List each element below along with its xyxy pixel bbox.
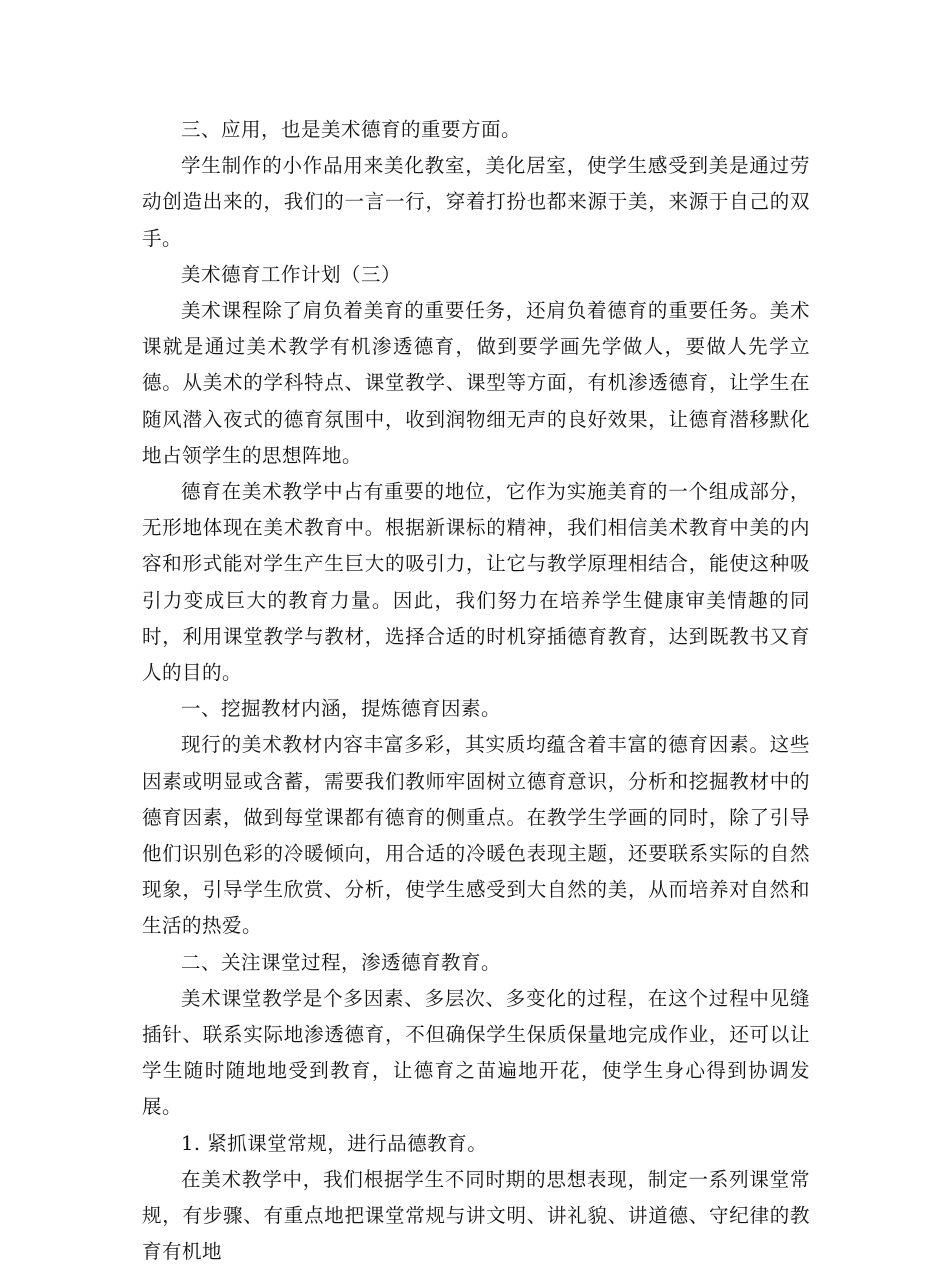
paragraph-application-heading: 三、应用，也是美术德育的重要方面。: [181, 118, 522, 141]
subheading-numbered: 1. 紧抓课堂常规，进行品德教育。: [181, 1131, 488, 1155]
document-body: [142, 112, 810, 1271]
subheading-two: 二、关注课堂过程，渗透德育教育。: [181, 950, 502, 974]
paragraph: 美术课程除了肩负着美育的重要任务，还肩负着德育的重要任务。美术课就是通过美术教学有机渗透德育，做到要学画先学做人，要做人先学立德。从美术的学科特点、课堂教学、课型等方面，有机渗透德育，让学生在随风潜入夜式的德育氛围中，收到润物细无声的良好效果，让德育潜移默化地占领学生的思想阵地。: [142, 299, 810, 467]
subheading-one: 一、挖掘教材内涵，提炼德育因素。: [181, 697, 502, 721]
paragraph: 德育在美术教学中占有重要的地位，它作为实施美育的一个组成部分，无形地体现在美术教育中。根据新课标的精神，我们相信美术教育中美的内容和形式能对学生产生巨大的吸引力，让它与教学原理相结合，能使这种吸引力变成巨大的教育力量。因此，我们努力在培养学生健康审美情趣的同时，利用课堂教学与教材，选择合适的时机穿插德育教育，达到既教书又育人的目的。: [142, 480, 810, 685]
paragraph: 美术课堂教学是个多因素、多层次、多变化的过程，在这个过程中见缝插针、联系实际地渗透德育，不但确保学生保质保量地完成作业，还可以让学生随时随地地受到教育，让德育之苗遍地开花，使学生身心得到协调发展。: [142, 986, 810, 1119]
section-title: 美术德育工作计划（三）: [181, 262, 402, 286]
paragraph: 在美术教学中，我们根据学生不同时期的思想表现，制定一系列课堂常规，有步骤、有重点地把课堂常规与讲文明、讲礼貌、讲道德、守纪律的教育有机地: [142, 1167, 810, 1264]
paragraph: 学生制作的小作品用来美化教室，美化居室，使学生感受到美是通过劳动创造出来的，我们的一言一行，穿着打扮也都来源于美，来源于自己的双手。: [142, 154, 810, 250]
paragraph: 现行的美术教材内容丰富多彩，其实质均蕴含着丰富的德育因素。这些因素或明显或含蓄，需要我们教师牢固树立德育意识，分析和挖掘教材中的德育因素，做到每堂课都有德育的侧重点。在教学生学画的同时，除了引导他们识别色彩的冷暖倾向，用合适的冷暖色表现主题，还要联系实际的自然现象，引导学生欣赏、分析，使学生感受到大自然的美，从而培养对自然和生活的热爱。: [142, 733, 810, 938]
